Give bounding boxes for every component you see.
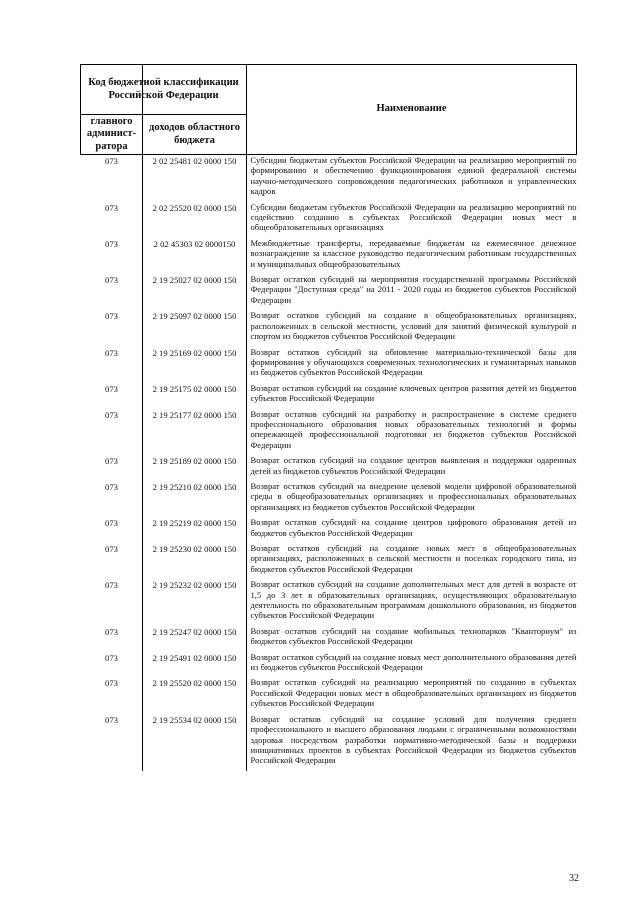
name-cell: Возврат остатков субсидий на создание центров цифрового образования детей из бюджетов субъектов Российской Федерации xyxy=(250,517,577,538)
table-row xyxy=(81,714,577,771)
revenue-code-cell: 2 02 45303 02 0000150 xyxy=(153,238,236,249)
revenue-code-cell: 2 02 25520 02 0000 150 xyxy=(152,202,237,213)
column-divider xyxy=(142,64,143,771)
name-cell: Возврат остатков субсидий на создание условий для получения среднего профессионального и высшего образования людьми с ограниченными возможностями здоровья посредством разработки нормативно-методической базы и поддержки инициативных проектов в субъектах Российской Федерации из бюджетов субъектов Российской Федерации xyxy=(250,713,577,766)
admin-code-cell: 073 xyxy=(105,652,118,663)
name-cell: Возврат остатков субсидий на создание мобильных технопарков "Кванториум" из бюджетов субъектов Российской Федерации xyxy=(250,625,577,647)
revenue-code-cell: 2 19 25175 02 0000 150 xyxy=(152,383,237,394)
admin-code-cell: 073 xyxy=(105,481,118,492)
page-number: 32 xyxy=(569,873,579,884)
revenue-code-cell: 2 02 25481 02 0000 150 xyxy=(152,156,237,166)
admin-code-cell: 073 xyxy=(105,678,118,689)
header-code-group: Код бюджетной классификации Российской Федерации xyxy=(81,65,247,115)
table-row xyxy=(81,579,577,626)
name-cell: Возврат остатков субсидий на мероприятия государственной программы Российской Федерации "Доступная среда" на 2011 - 2020 годы из бюджетов субъектов Российской Федерации xyxy=(250,274,577,305)
admin-code-cell: 073 xyxy=(105,409,118,420)
revenue-code-cell: 2 19 25534 02 0000 150 xyxy=(152,714,237,725)
name-cell: Возврат остатков субсидий на создание в общеобразовательных организациях, расположенных в сельской местности, условий для занятий физической культурой и спортом из бюджетов субъектов Российской Федерации xyxy=(250,310,577,342)
header-revenue-code: доходов областного бюджета xyxy=(143,115,247,155)
header-name: Наименование xyxy=(247,65,577,155)
admin-code-cell: 073 xyxy=(105,544,118,554)
budget-classification-table xyxy=(80,64,577,771)
table-row xyxy=(81,409,577,456)
name-cell: Субсидии бюджетам субъектов Российской Федерации на реализацию мероприятий по формированию и обеспечению функционирования единой федеральной системы научно-методического сопровождения педагогических работников и управленческих кадров xyxy=(250,155,577,197)
table-row xyxy=(81,238,577,274)
name-cell: Возврат остатков субсидий на реализацию мероприятий по созданию в субъектах Российской Федерации новых мест в общеобразовательных организациях из бюджетов субъектов Российской Федерации xyxy=(250,677,577,709)
name-cell: Возврат остатков субсидий на обновление материально-технической базы для формирования у обучающихся современных технологических и гуманитарных навыков из бюджетов субъектов Российской Федерации xyxy=(250,346,577,378)
column-divider xyxy=(246,64,247,771)
revenue-code-cell: 2 19 25177 02 0000 150 xyxy=(152,409,237,420)
table-row xyxy=(81,274,577,310)
name-cell: Возврат остатков субсидий на создание новых мест в общеобразовательных организациях, расположенных в сельской местности и поселках городского типа, из бюджетов субъектов Российской Федерации xyxy=(250,543,577,574)
table-row xyxy=(81,455,577,481)
admin-code-cell: 073 xyxy=(105,156,118,166)
admin-code-cell: 073 xyxy=(105,347,118,358)
table-row xyxy=(81,481,577,517)
name-cell: Возврат остатков субсидий на внедрение целевой модели цифровой образовательной среды в общеобразовательных организациях и профессиональных образовательных организациях из бюджетов субъектов Российской Федерации xyxy=(250,480,577,512)
admin-code-cell: 073 xyxy=(105,456,118,467)
admin-code-cell: 073 xyxy=(105,202,118,213)
revenue-code-cell: 2 19 25210 02 0000 150 xyxy=(152,481,237,492)
admin-code-cell: 073 xyxy=(105,714,118,725)
table-row xyxy=(81,347,577,383)
name-cell: Возврат остатков субсидий на разработку и распространение в системе среднего профессионального образования новых образовательных технологий и формы опережающей профессиональной подготовки из бюджетов субъектов Российской Федерации xyxy=(250,408,577,450)
admin-code-cell: 073 xyxy=(105,518,118,529)
name-cell: Возврат остатков субсидий на создание новых мест дополнительного образования детей из бюджетов субъектов Российской Федерации xyxy=(250,651,577,673)
revenue-code-cell: 2 19 25219 02 0000 150 xyxy=(152,518,237,529)
revenue-code-cell: 2 19 25097 02 0000 150 xyxy=(152,311,237,322)
admin-code-cell: 073 xyxy=(105,238,118,249)
revenue-code-cell: 2 19 25230 02 0000 150 xyxy=(152,544,237,554)
revenue-code-cell: 2 19 25027 02 0000 150 xyxy=(152,275,237,286)
admin-code-cell: 073 xyxy=(105,580,118,591)
admin-code-cell: 073 xyxy=(105,275,118,286)
name-cell: Межбюджетные трансферты, передаваемые бюджетам на ежемесячное денежное вознаграждение за классное руководство педагогическим работникам государственных и муниципальных общеобразовательных xyxy=(250,237,577,269)
admin-code-cell: 073 xyxy=(105,311,118,322)
name-cell: Возврат остатков субсидий на создание центров выявления и поддержки одаренных детей из бюджетов субъектов Российской Федерации xyxy=(250,455,577,476)
table-row xyxy=(81,517,577,543)
revenue-code-cell: 2 19 25189 02 0000 150 xyxy=(152,456,237,467)
admin-code-cell: 073 xyxy=(105,383,118,394)
table-row xyxy=(81,155,577,202)
revenue-code-cell: 2 19 25232 02 0000 150 xyxy=(152,580,237,591)
admin-code-cell: 073 xyxy=(105,626,118,637)
table-row xyxy=(81,543,577,579)
name-cell: Возврат остатков субсидий на создание ключевых центров развития детей из бюджетов субъектов Российской Федерации xyxy=(250,382,577,404)
revenue-code-cell: 2 19 25520 02 0000 150 xyxy=(152,678,237,689)
name-cell: Субсидии бюджетам субъектов Российской Федерации на реализацию мероприятий по содействию созданию в субъектах Российской Федерации новых мест в общеобразовательных организациях xyxy=(250,201,577,233)
name-cell: Возврат остатков субсидий на создание дополнительных мест для детей в возрасте от 1,5 до 3 лет в образовательных организациях, осуществляющих образовательную деятельность по образовательным программам дошкольного образования, из бюджетов субъектов Российской Федерации xyxy=(250,579,577,621)
table-row xyxy=(81,677,577,713)
revenue-code-cell: 2 19 25169 02 0000 150 xyxy=(152,347,237,358)
table-body xyxy=(81,155,577,771)
table-row xyxy=(81,652,577,678)
table-row xyxy=(81,202,577,238)
table-row xyxy=(81,383,577,409)
table-row xyxy=(81,310,577,346)
header-admin: главного админист-ратора xyxy=(81,115,143,155)
table-row xyxy=(81,626,577,652)
revenue-code-cell: 2 19 25491 02 0000 150 xyxy=(152,652,237,663)
revenue-code-cell: 2 19 25247 02 0000 150 xyxy=(152,626,237,637)
